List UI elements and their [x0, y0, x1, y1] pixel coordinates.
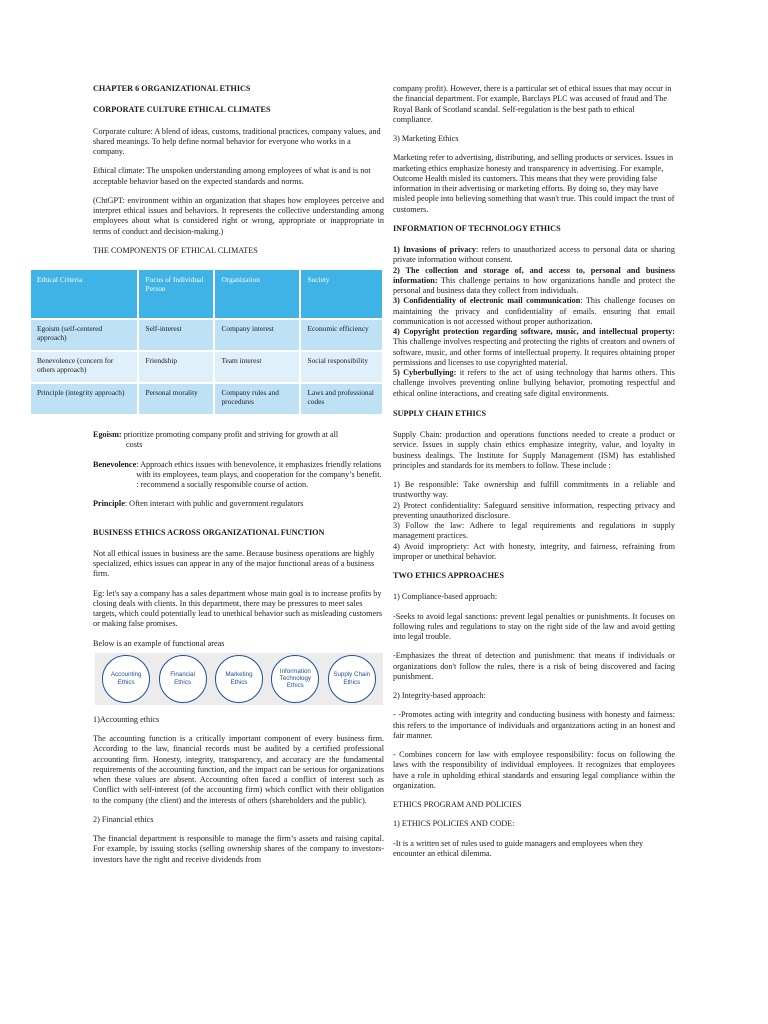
- not-all-paragraph: Not all ethical issues in business are the same. Because business operations are highly specialized, ethics issues can appear in any of the major functional areas of a business firm.: [93, 548, 375, 579]
- compliance-title: 1) Compliance-based approach:: [393, 592, 498, 602]
- accounting-title: 1)Accounting ethics: [93, 714, 160, 724]
- list-item: [393, 245, 675, 266]
- list-item: 2) Protect confidentiality: Safeguard sensitive information, respecting privacy and preventing unauthorized disclosure.: [393, 500, 675, 520]
- it-ethics-list: [393, 245, 675, 399]
- list-item-lead: 5) Cyberbullying:: [393, 368, 457, 377]
- table-header-row: [31, 270, 382, 318]
- table-row: [31, 352, 382, 382]
- table-cell: Friendship: [139, 352, 213, 382]
- table-cell: Self-interest: [139, 320, 213, 350]
- list-item-text: it refers to the act of using technology that harms others. This challenge involves preventing online bullying behavior, promoting respectful and ethical online interactions, and creating safe digital environments.: [393, 368, 675, 398]
- marketing-ethics-circle: Marketing Ethics: [215, 655, 263, 703]
- components-title: THE COMPONENTS OF ETHICAL CLIMATES: [93, 245, 258, 255]
- list-item-text: This challenge involves respecting and protecting the rights of creators and owners of software, music, and other forms of intellectual property. It requires obtaining proper permissions and licenses to use copyrighted material.: [393, 337, 675, 367]
- supply-chain-ethics-circle: Supply Chain Ethics: [328, 655, 376, 703]
- chatgpt-paragraph: (ChtGPT: environment within an organization that shapes how employees perceive and interpret ethical issues and behaviors. It represents the collective understanding among employees about what is considered right or wrong, appropriate or inappropriate in terms of conduct and decision-making.): [93, 195, 384, 236]
- ethics-policies-title: 1) ETHICS POLICIES AND CODE:: [393, 819, 515, 829]
- ism-principles-list: [393, 480, 675, 562]
- table-cell: Personal morality: [139, 384, 213, 414]
- marketing-paragraph: Marketing refer to advertising, distributing, and selling products or services. Issues in marketing ethics emphasize honesty and transparency in advertising. For example, Outcome Health misled its customers. This means that they were providing false information in their advertising or marketing efforts. By doing so, they may have misled people into believing something that wasn't true. This could impact the trust of customers.: [393, 153, 675, 214]
- table-cell: Egoism (self-centered approach): [31, 320, 137, 350]
- list-item-text: : This challenge focuses on maintaining the privacy and confidentiality of emails. ensuring that email communication is not accessed without proper authorization.: [393, 296, 675, 326]
- list-item: 4) Avoid impropriety: Act with honesty, integrity, and fairness, refraining from improper or unethical behavior.: [393, 541, 675, 561]
- table-cell: Economic efficiency: [301, 320, 382, 350]
- list-item: [393, 296, 675, 327]
- business-ethics-title: BUSINESS ETHICS ACROSS ORGANIZATIONAL FUNCTION: [93, 527, 325, 537]
- integrity-paragraph-1: - -Promotes acting with integrity and conducting business with honesty and fairness: this refers to the importance of individuals and organizations acting in an honest and fair manner.: [393, 710, 675, 740]
- supply-chain-title: SUPPLY CHAIN ETHICS: [393, 408, 487, 418]
- list-item: 3) Follow the law: Adhere to legal requirements and regulations in supply management practices.: [393, 521, 675, 541]
- list-item-lead: 4) Copyright protection regarding software, music, and intellectual property:: [393, 327, 675, 336]
- compliance-paragraph-2: -Emphasizes the threat of detection and punishment: that means if individuals or organizations don't follow the rules, there is a risk of being discovered and facing punishment.: [393, 651, 675, 681]
- principle-term: Principle: [93, 499, 125, 509]
- list-item-lead: 1) Invasions of privacy: [393, 245, 477, 254]
- table-row: [31, 384, 382, 414]
- ethics-program-title: ETHICS PROGRAM AND POLICIES: [393, 800, 522, 809]
- it-ethics-title: INFORMATION OF TECHNOLOGY ETHICS: [393, 223, 561, 233]
- principle-text: : Often interact with public and government regulators: [124, 499, 304, 509]
- left-column: [37, 84, 384, 865]
- table-header-cell: Focus of Individual Person: [139, 270, 213, 318]
- financial-paragraph-cont: company profit). However, there is a particular set of ethical issues that may occur in the financial department. For example, Barclays PLC was accused of fraud and The Royal Bank of Scotland scandal. Self-regulation is the best path to ethical compliance.: [393, 84, 672, 124]
- list-item-text: This challenge pertains to how organizations handle and protect the personal and business data they collect from individuals.: [393, 275, 675, 295]
- table-cell: Principle (integrity approach): [31, 384, 137, 414]
- table-cell: Company rules and procedures: [215, 384, 299, 414]
- benevolence-definition: [93, 460, 384, 491]
- table-cell: Social responsibility: [301, 352, 382, 382]
- it-ethics-circle: Information Technology Ethics: [271, 655, 319, 703]
- list-item: 1) Be responsible: Take ownership and fulfill commitments in a reliable and trustworthy way.: [393, 480, 675, 500]
- financial-ethics-circle: Financial Ethics: [159, 655, 207, 703]
- egoism-text: prioritize promoting company profit and striving for growth at all: [121, 430, 339, 439]
- egoism-term: Egoism:: [93, 430, 122, 439]
- two-approaches-title: TWO ETHICS APPROACHES: [393, 571, 505, 580]
- egoism-text-cont: costs: [126, 440, 143, 450]
- chapter-title: CHAPTER 6 ORGANIZATIONAL ETHICS: [93, 84, 251, 93]
- list-item-lead: 3) Confidentiality of electronic mail communication: [393, 296, 581, 306]
- example-paragraph: Eg: let's say a company has a sales department whose main goal is to increase profits by closing deals with clients. In this department, there may be pressures to meet sales targets, which could potentially lead to unethical behavior such as misleading customers or making false promises.: [93, 588, 383, 629]
- ethical-climate-paragraph: Ethical climate: The unspoken understanding among employees of what is and is not acceptable behavior based on the expected standards and norms.: [93, 166, 371, 186]
- ethical-climates-table: [29, 268, 384, 416]
- compliance-paragraph-1: -Seeks to avoid legal sanctions: prevent legal penalties or punishments. It focuses on following rules and regulations to stay on the right side of the law and avoid getting into legal trouble.: [393, 611, 675, 641]
- accounting-ethics-circle: Accounting Ethics: [102, 655, 150, 703]
- table-cell: Benevolence (concern for others approach): [31, 352, 137, 382]
- benevolence-text-cont: : recommend a socially responsible course of action.: [136, 480, 309, 489]
- supply-chain-paragraph: Supply Chain: production and operations functions needed to create a product or service. Issues in supply chain ethics emphasize integrity, value, and loyalty in business dealings. The Institute for Supply Management (ISM) has established principles and standards for its members to follow. These include :: [393, 430, 675, 470]
- table-header-cell: Ethical Criteria: [31, 270, 137, 318]
- right-column: [393, 84, 675, 859]
- egoism-definition: [93, 430, 384, 451]
- table-cell: Laws and professional codes: [301, 384, 382, 414]
- list-item-lead: 2) The collection and storage of, and access to, personal and business information:: [393, 265, 675, 285]
- list-item-text: : refers to unauthorized access to personal data or sharing private information without consent.: [393, 245, 675, 265]
- accounting-paragraph: The accounting function is a critically important component of every business firm. According to the law, financial records must be audited by a certified professional accounting firm. Honesty, integrity, transparency, and accuracy are the fundamental requirements of the accounting function, and the impact can be serious for organizations when these values are absent. Accounting often faced a conflict of interest such as Conflict with self-interest (of the accounting firm) which conflict with their obligation to the company (the client) and the interests of others (shareholders and the public).: [93, 734, 384, 805]
- list-item: [393, 368, 675, 399]
- table-cell: Team interest: [215, 352, 299, 382]
- functional-areas-diagram: [95, 653, 383, 705]
- principle-definition: [93, 499, 384, 509]
- benevolence-text: : Approach ethics issues with benevolence, it emphasizes friendly relations with its employees, team plays, and cooperation for the company’s benefit.: [136, 459, 382, 479]
- list-item: [393, 327, 675, 368]
- section-title: CORPORATE CULTURE ETHICAL CLIMATES: [93, 105, 271, 115]
- table-row: [31, 320, 382, 350]
- table-header-cell: Society: [301, 270, 382, 318]
- financial-paragraph: The financial department is responsible to manage the firm’s assets and raising capital. For example, by issuing stocks (selling ownership shares of the company to investors- investors have the right and receive dividends from: [93, 834, 384, 864]
- table-cell: Company interest: [215, 320, 299, 350]
- functional-areas-caption: Below is an example of functional areas: [93, 638, 225, 648]
- financial-title: 2) Financial ethics: [93, 814, 154, 824]
- list-item: [393, 266, 675, 297]
- table-header-cell: Organization: [215, 270, 299, 318]
- integrity-paragraph-2: - Combines concern for law with employee responsibility: focus on following the laws with the responsibility of individual employees. It recognizes that employees have a role in upholding ethical standards and ensuring legal compliance within the organization.: [393, 750, 675, 790]
- ethics-policies-paragraph: -It is a written set of rules used to guide managers and employees when they encounter an ethical dilemma.: [393, 838, 644, 858]
- corporate-culture-paragraph: Corporate culture: A blend of ideas, customs, traditional practices, company values, and shared meanings. To help define normal behavior for everyone who works in a company.: [93, 126, 381, 156]
- integrity-title: 2) Integrity-based approach:: [393, 691, 486, 700]
- marketing-title: 3) Marketing Ethics: [393, 134, 459, 143]
- benevolence-term: Benevolence: [93, 459, 137, 469]
